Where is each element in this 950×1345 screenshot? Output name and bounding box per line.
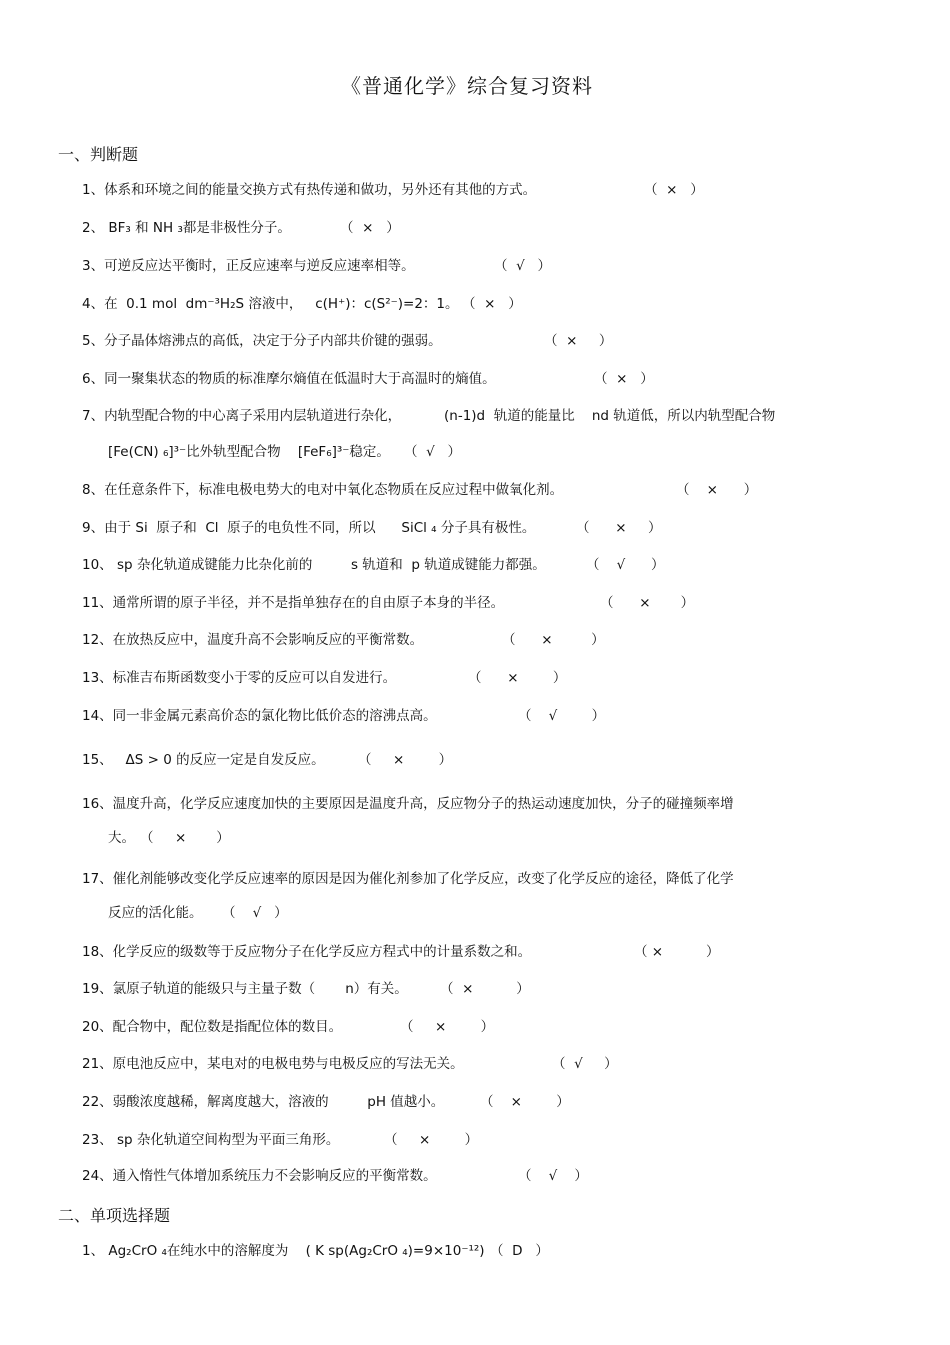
answer-22: （ × ）: [480, 1094, 570, 1110]
answer-23: （ × ）: [384, 1132, 479, 1148]
answer-12: （ × ）: [502, 632, 605, 648]
question-7-line2: [Fe(CN) ₆]³⁻比外轨型配合物 [FeF₆]³⁻稳定。: [108, 444, 390, 460]
question-6: 6、同一聚集状态的物质的标准摩尔熵值在低温时大于高温时的熵值。: [82, 371, 496, 387]
question-22: 22、弱酸浓度越稀，解离度越大，溶液的 pH 值越小。: [82, 1094, 445, 1110]
answer-10: （ √ ）: [586, 557, 665, 573]
section-heading-judge: 一、判断题: [58, 145, 139, 164]
answer-8: （ × ）: [676, 482, 758, 498]
question-3: 3、可逆反应达平衡时，正反应速率与逆反应速率相等。: [82, 258, 415, 274]
page-title: 《普通化学》综合复习资料: [341, 74, 593, 98]
question-15: 15、 ΔS > 0 的反应一定是自发反应。: [82, 752, 325, 768]
answer-13: （ × ）: [468, 670, 567, 686]
answer-5: （ × ）: [544, 333, 613, 349]
question-16: 16、温度升高，化学反应速度加快的主要原因是温度升高，反应物分子的热运动速度加快，分子的碰撞频率增: [82, 796, 734, 812]
answer-7: （ √ ）: [404, 444, 462, 460]
answer-24: （ √ ）: [518, 1168, 588, 1184]
answer-14: （ √ ）: [518, 708, 606, 724]
question-19: 19、氯原子轨道的能级只与主量子数（ n）有关。: [82, 981, 408, 997]
question-11: 11、通常所谓的原子半径，并不是指单独存在的自由原子本身的半径。: [82, 595, 505, 611]
question-24: 24、通入惰性气体增加系统压力不会影响反应的平衡常数。: [82, 1168, 437, 1184]
answer-6: （ × ）: [594, 371, 654, 387]
answer-1: （ × ）: [644, 182, 704, 198]
question-9: 9、由于 Si 原子和 Cl 原子的电负性不同，所以 SiCl ₄ 分子具有极性。: [82, 520, 536, 536]
question-4: 4、在 0.1 mol dm⁻³H₂S 溶液中， c(H⁺)：c(S²⁻)=2：1。: [82, 296, 459, 312]
answer-4: （ × ）: [462, 296, 522, 312]
answer-19: （ × ）: [440, 981, 530, 997]
question-14: 14、同一非金属元素高价态的氯化物比低价态的溶沸点高。: [82, 708, 437, 724]
answer-15: （ × ）: [358, 752, 453, 768]
answer-2: （ × ）: [340, 220, 400, 236]
choice-answer-1: （ D ）: [490, 1243, 549, 1259]
question-1: 1、体系和环境之间的能量交换方式有热传递和做功，另外还有其他的方式。: [82, 182, 537, 198]
section-heading-single-choice: 二、单项选择题: [58, 1206, 171, 1225]
question-20: 20、配合物中，配位数是指配位体的数目。: [82, 1019, 343, 1035]
question-13: 13、标准吉布斯函数变小于零的反应可以自发进行。: [82, 670, 397, 686]
question-8: 8、在任意条件下，标准电极电势大的电对中氧化态物质在反应过程中做氧化剂。: [82, 482, 564, 498]
question-17-line2: 反应的活化能。: [108, 905, 203, 921]
question-18: 18、化学反应的级数等于反应物分子在化学反应方程式中的计量系数之和。: [82, 944, 532, 960]
question-10: 10、 sp 杂化轨道成键能力比杂化前的 s 轨道和 p 轨道成键能力都强。: [82, 557, 546, 573]
answer-18: （ × ）: [634, 944, 720, 960]
question-17: 17、催化剂能够改变化学反应速率的原因是因为催化剂参加了化学反应，改变了化学反应的途径，降低了化学: [82, 871, 734, 887]
question-23: 23、 sp 杂化轨道空间构型为平面三角形。: [82, 1132, 340, 1148]
answer-16: （ × ）: [140, 830, 230, 846]
answer-21: （ √ ）: [552, 1056, 618, 1072]
answer-9: （ × ）: [576, 520, 662, 536]
question-21: 21、原电池反应中，某电对的电极电势与电极反应的写法无关。: [82, 1056, 464, 1072]
question-7: 7、内轨型配合物的中心离子采用内层轨道进行杂化， (n-1)d 轨道的能量比 nd 轨道低，所以内轨型配合物: [82, 408, 776, 424]
answer-11: （ × ）: [600, 595, 695, 611]
choice-question-1: 1、 Ag₂CrO ₄在纯水中的溶解度为 ( K sp(Ag₂CrO ₄)=9×10⁻¹²): [82, 1243, 485, 1259]
answer-17: （ √ ）: [222, 905, 288, 921]
answer-20: （ × ）: [400, 1019, 495, 1035]
question-2: 2、 BF₃ 和 NH ₃都是非极性分子。: [82, 220, 291, 236]
answer-3: （ √ ）: [494, 258, 552, 274]
question-12: 12、在放热反应中，温度升高不会影响反应的平衡常数。: [82, 632, 424, 648]
question-16-line2: 大。: [108, 830, 135, 846]
question-5: 5、分子晶体熔沸点的高低，决定于分子内部共价键的强弱。: [82, 333, 442, 349]
